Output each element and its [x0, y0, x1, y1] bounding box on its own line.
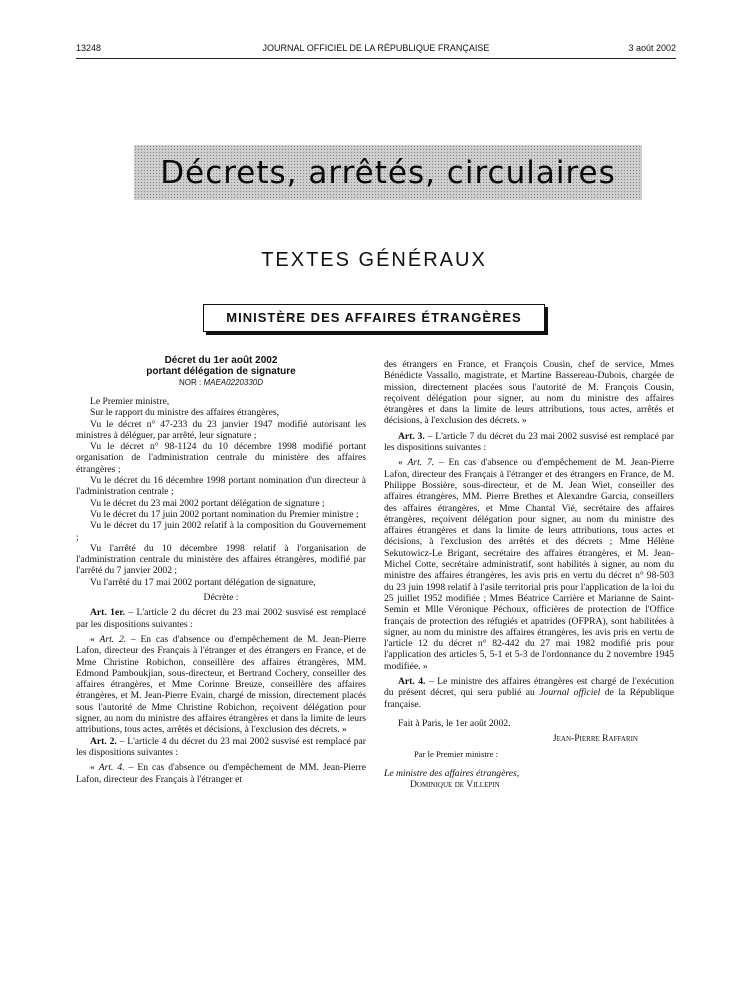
preamble-line: Vu l'arrêté du 17 mai 2002 portant délégation de signature,: [90, 576, 316, 588]
decrete: Décrète :: [203, 592, 239, 604]
article-3-quote-text: – En cas d'absence ou d'empêchement de M. Jean-Pierre Lafon, directeur des Français à l'étranger et des étrangers en France, de M. Philippe Bossière, sous-directeur, et de M. Jean Wiet, conseiller des affaires étrangères, MM. Pierre Brethes et Alexandre Garcia, conseillers des affaires étrangères, et Mme Chantal Vié, secrétaire des affaires étrangères, reçoivent délégation pour signer, au nom du ministre des affaires étrangères et dans la limite de leurs attributions, tous actes et décisions, à l'exclusion des arrêtés et des décrets ; Mme Hélène Sekutowicz-Le Brigant, secrétaire des affaires étrangères, et M. Jean-Michel Cotte, secrétaire administratif, sont habilités à signer, au nom du ministre des affaires étrangères, les avis pris en vertu du décret n° 98-503 du 23 juin 1998 relatif à l'asile territorial pris pour l'application de la loi du 25 juillet 1952 modifiée ; Mmes Béatrice Carrière et Marianne de Saint-Semin et Mlle Véronique Péchoux, officières de protection de l'Office français de protection des réfugiés et apatrides (OFPRA), sont habilitées à signer, au nom du ministre des affaires étrangères, les avis pris en vertu de l'article 12 du décret n° 82-442 du 27 mai 1982 modifié pris pour l'application des articles 5, 5-1 et 5-3 de l'ordonnance du 2 novembre 1945 modifiée. »: [384, 457, 674, 672]
page-number: 13248: [76, 43, 102, 53]
ministry-box: MINISTÈRE DES AFFAIRES ÉTRANGÈRES: [203, 304, 545, 332]
preamble-line: Vu le décret n° 98-1124 du 10 décembre 1998 modifié portant organisation de l'administration centrale du ministère des affaires étrangères ;: [76, 441, 366, 475]
preamble-line: Vu le décret n° 47-233 du 23 janvier 1947 modifié autorisant les ministres à déléguer, par arrêté, leur signature ;: [76, 418, 366, 441]
nor-label: NOR :: [178, 378, 202, 387]
article-2-quote-text: – En cas d'absence ou d'empêchement de MM. Jean-Pierre Lafon, directeur des Français à l'étranger et: [76, 762, 366, 785]
issue-date: 3 août 2002: [628, 43, 676, 53]
article-3-label: Art. 3.: [398, 430, 425, 442]
article-2-label: Art. 2.: [90, 735, 117, 747]
par-premier-ministre: Par le Premier ministre :: [414, 748, 499, 759]
preamble-line: Vu l'arrêté du 10 décembre 1998 relatif à l'organisation de l'administration centrale du ministère des affaires étrangères, modifié par l'arrêté du 7 janvier 2002 ;: [76, 542, 366, 577]
article-2-quote-label: Art. 4.: [98, 762, 125, 774]
article-1: [76, 607, 366, 630]
decree-title-line1: Décret du 1er août 2002: [164, 355, 278, 366]
article-1-quote-label: Art. 2.: [99, 633, 127, 645]
article-1-quote-text: – En cas d'absence ou d'empêchement de M. Jean-Pierre Lafon, directeur des Français à l'étranger et des étrangers en France, et de Mme Christine Robichon, conseillère des affaires étrangères, MM. Edmond Pamboukjian, sous-directeur, et Bertrand Cochery, conseiller des affaires étrangères, et Mme Corinne Breuze, conseillère des affaires étrangères, et M. Jean-Pierre Evain, chargé de mission, directement placés sous l'autorité de Mme Christine Robichon, reçoivent délégation pour signer, au nom du ministre des affaires étrangères et dans la limite de leurs attributions, tous actes, arrêtés et décisions, à l'exclusion des décrets. »: [76, 633, 366, 736]
preamble-line: Le Premier ministre,: [90, 396, 170, 407]
category-banner: [134, 145, 642, 200]
nor-code: MAEA0220330D: [203, 378, 264, 387]
decree-title: [76, 355, 366, 377]
article-2-quote: « Art. 4. – En cas d'absence ou d'empêchement de MM. Jean-Pierre Lafon, directeur des Français à l'étranger et: [76, 762, 366, 785]
right-column: [384, 359, 674, 790]
article-4-text-after: de la République française.: [384, 687, 675, 710]
article-2-quote-continued: des étrangers en France, et François Cousin, chef de service, Mmes Bénédicte Vassallo, magistrate, et Martine Bassereau-Dubois, chargée de mission, directement placées sous l'autorité de M. François Cousin, reçoivent délégation pour signer, au nom du ministre des affaires étrangères et dans la limite de leurs attributions, tous actes, arrêtés et décisions, à l'exclusion des décrets. »: [384, 359, 674, 427]
preamble-line: Vu le décret du 17 juin 2002 relatif à la composition du Gouvernement ;: [76, 520, 366, 543]
minister-name: Dominique de Villepin: [410, 779, 500, 791]
article-1-intro: – L'article 2 du décret du 23 mai 2002 susvisé est remplacé par les dispositions suivantes :: [76, 607, 366, 630]
article-3: [384, 431, 674, 454]
preamble-line: Vu le décret du 16 décembre 1998 portant nomination d'un directeur à l'administration centrale ;: [76, 475, 366, 498]
minister-title: Le ministre des affaires étrangères,: [384, 767, 520, 779]
place-date: Fait à Paris, le 1er août 2002.: [398, 717, 511, 729]
preamble-line: Vu le décret du 17 juin 2002 portant nomination du Premier ministre ;: [90, 508, 359, 520]
article-2: [76, 736, 366, 759]
article-1-label: Art. 1er.: [90, 607, 125, 619]
article-2-intro: – L'article 4 du décret du 23 mai 2002 susvisé est remplacé par les dispositions suivantes :: [76, 735, 366, 758]
left-column: [76, 355, 366, 785]
signatory: Jean-Pierre Raffarin: [552, 733, 638, 745]
banner-title: Décrets, arrêtés, circulaires: [160, 155, 616, 191]
page-header: [76, 43, 676, 57]
article-4-text-before: – Le ministre des affaires étrangères est chargé de l'exécution du présent décret, qui sera publié au: [384, 676, 674, 699]
article-4: [384, 676, 674, 710]
decree-title-line2: portant délégation de signature: [146, 366, 296, 377]
article-4-label: Art. 4.: [398, 676, 426, 688]
header-rule: [76, 58, 676, 59]
section-title: TEXTES GÉNÉRAUX: [261, 249, 487, 271]
article-3-quote: « Art. 7. – En cas d'absence ou d'empêchement de M. Jean-Pierre Lafon, directeur des Français à l'étranger et des étrangers en France, de M. Philippe Bossière, sous-directeur, et de M. Jean Wiet, conseiller des affaires étrangères, MM. Pierre Brethes et Alexandre Garcia, conseillers des affaires étrangères, et Mme Chantal Vié, secrétaire des affaires étrangères, reçoivent délégation pour signer, au nom du ministre des affaires étrangères et dans la limite de leurs attributions, tous actes et décisions, à l'exclusion des arrêtés et des décrets ; Mme Hélène Sekutowicz-Le Brigant, secrétaire des affaires étrangères, et M. Jean-Michel Cotte, secrétaire administratif, sont habilités à signer, au nom du ministre des affaires étrangères, les avis pris en vertu du décret n° 98-503 du 23 juin 1998 relatif à l'asile territorial pris pour l'application de la loi du 25 juillet 1952 modifiée ; Mmes Béatrice Carrière et Marianne de Saint-Semin et Mlle Véronique Péchoux, officières de protection de l'Office français de protection des réfugiés et apatrides (OFPRA), sont habilitées à signer, au nom du ministre des affaires étrangères, les avis pris en vertu de l'article 12 du décret n° 82-442 du 27 mai 1982 modifié pris pour l'application des articles 5, 5-1 et 5-3 de l'ordonnance du 2 novembre 1945 modifiée. »: [384, 457, 674, 672]
article-3-quote-label: Art. 7.: [407, 457, 435, 469]
journal-title: JOURNAL OFFICIEL DE LA RÉPUBLIQUE FRANÇAISE: [262, 43, 490, 53]
nor-reference: [76, 377, 366, 388]
article-3-intro: – L'article 7 du décret du 23 mai 2002 susvisé est remplacé par les dispositions suivantes :: [384, 430, 674, 454]
preamble-line: Vu le décret du 23 mai 2002 portant délégation de signature ;: [90, 497, 325, 509]
article-1-quote: « Art. 2. – En cas d'absence ou d'empêchement de M. Jean-Pierre Lafon, directeur des Français à l'étranger et des étrangers en France, et de Mme Christine Robichon, conseillère des affaires étrangères, MM. Edmond Pamboukjian, sous-directeur, et Bertrand Cochery, conseiller des affaires étrangères, et Mme Corinne Breuze, conseillère des affaires étrangères, et M. Jean-Pierre Evain, chargé de mission, directement placés sous l'autorité de Mme Christine Robichon, reçoivent délégation pour signer, au nom du ministre des affaires étrangères et dans la limite de leurs attributions, tous actes, arrêtés et décisions, à l'exclusion des décrets. »: [76, 633, 366, 736]
preamble-line: Sur le rapport du ministre des affaires étrangères,: [90, 407, 279, 419]
article-4-journal: Journal officiel: [539, 687, 601, 699]
